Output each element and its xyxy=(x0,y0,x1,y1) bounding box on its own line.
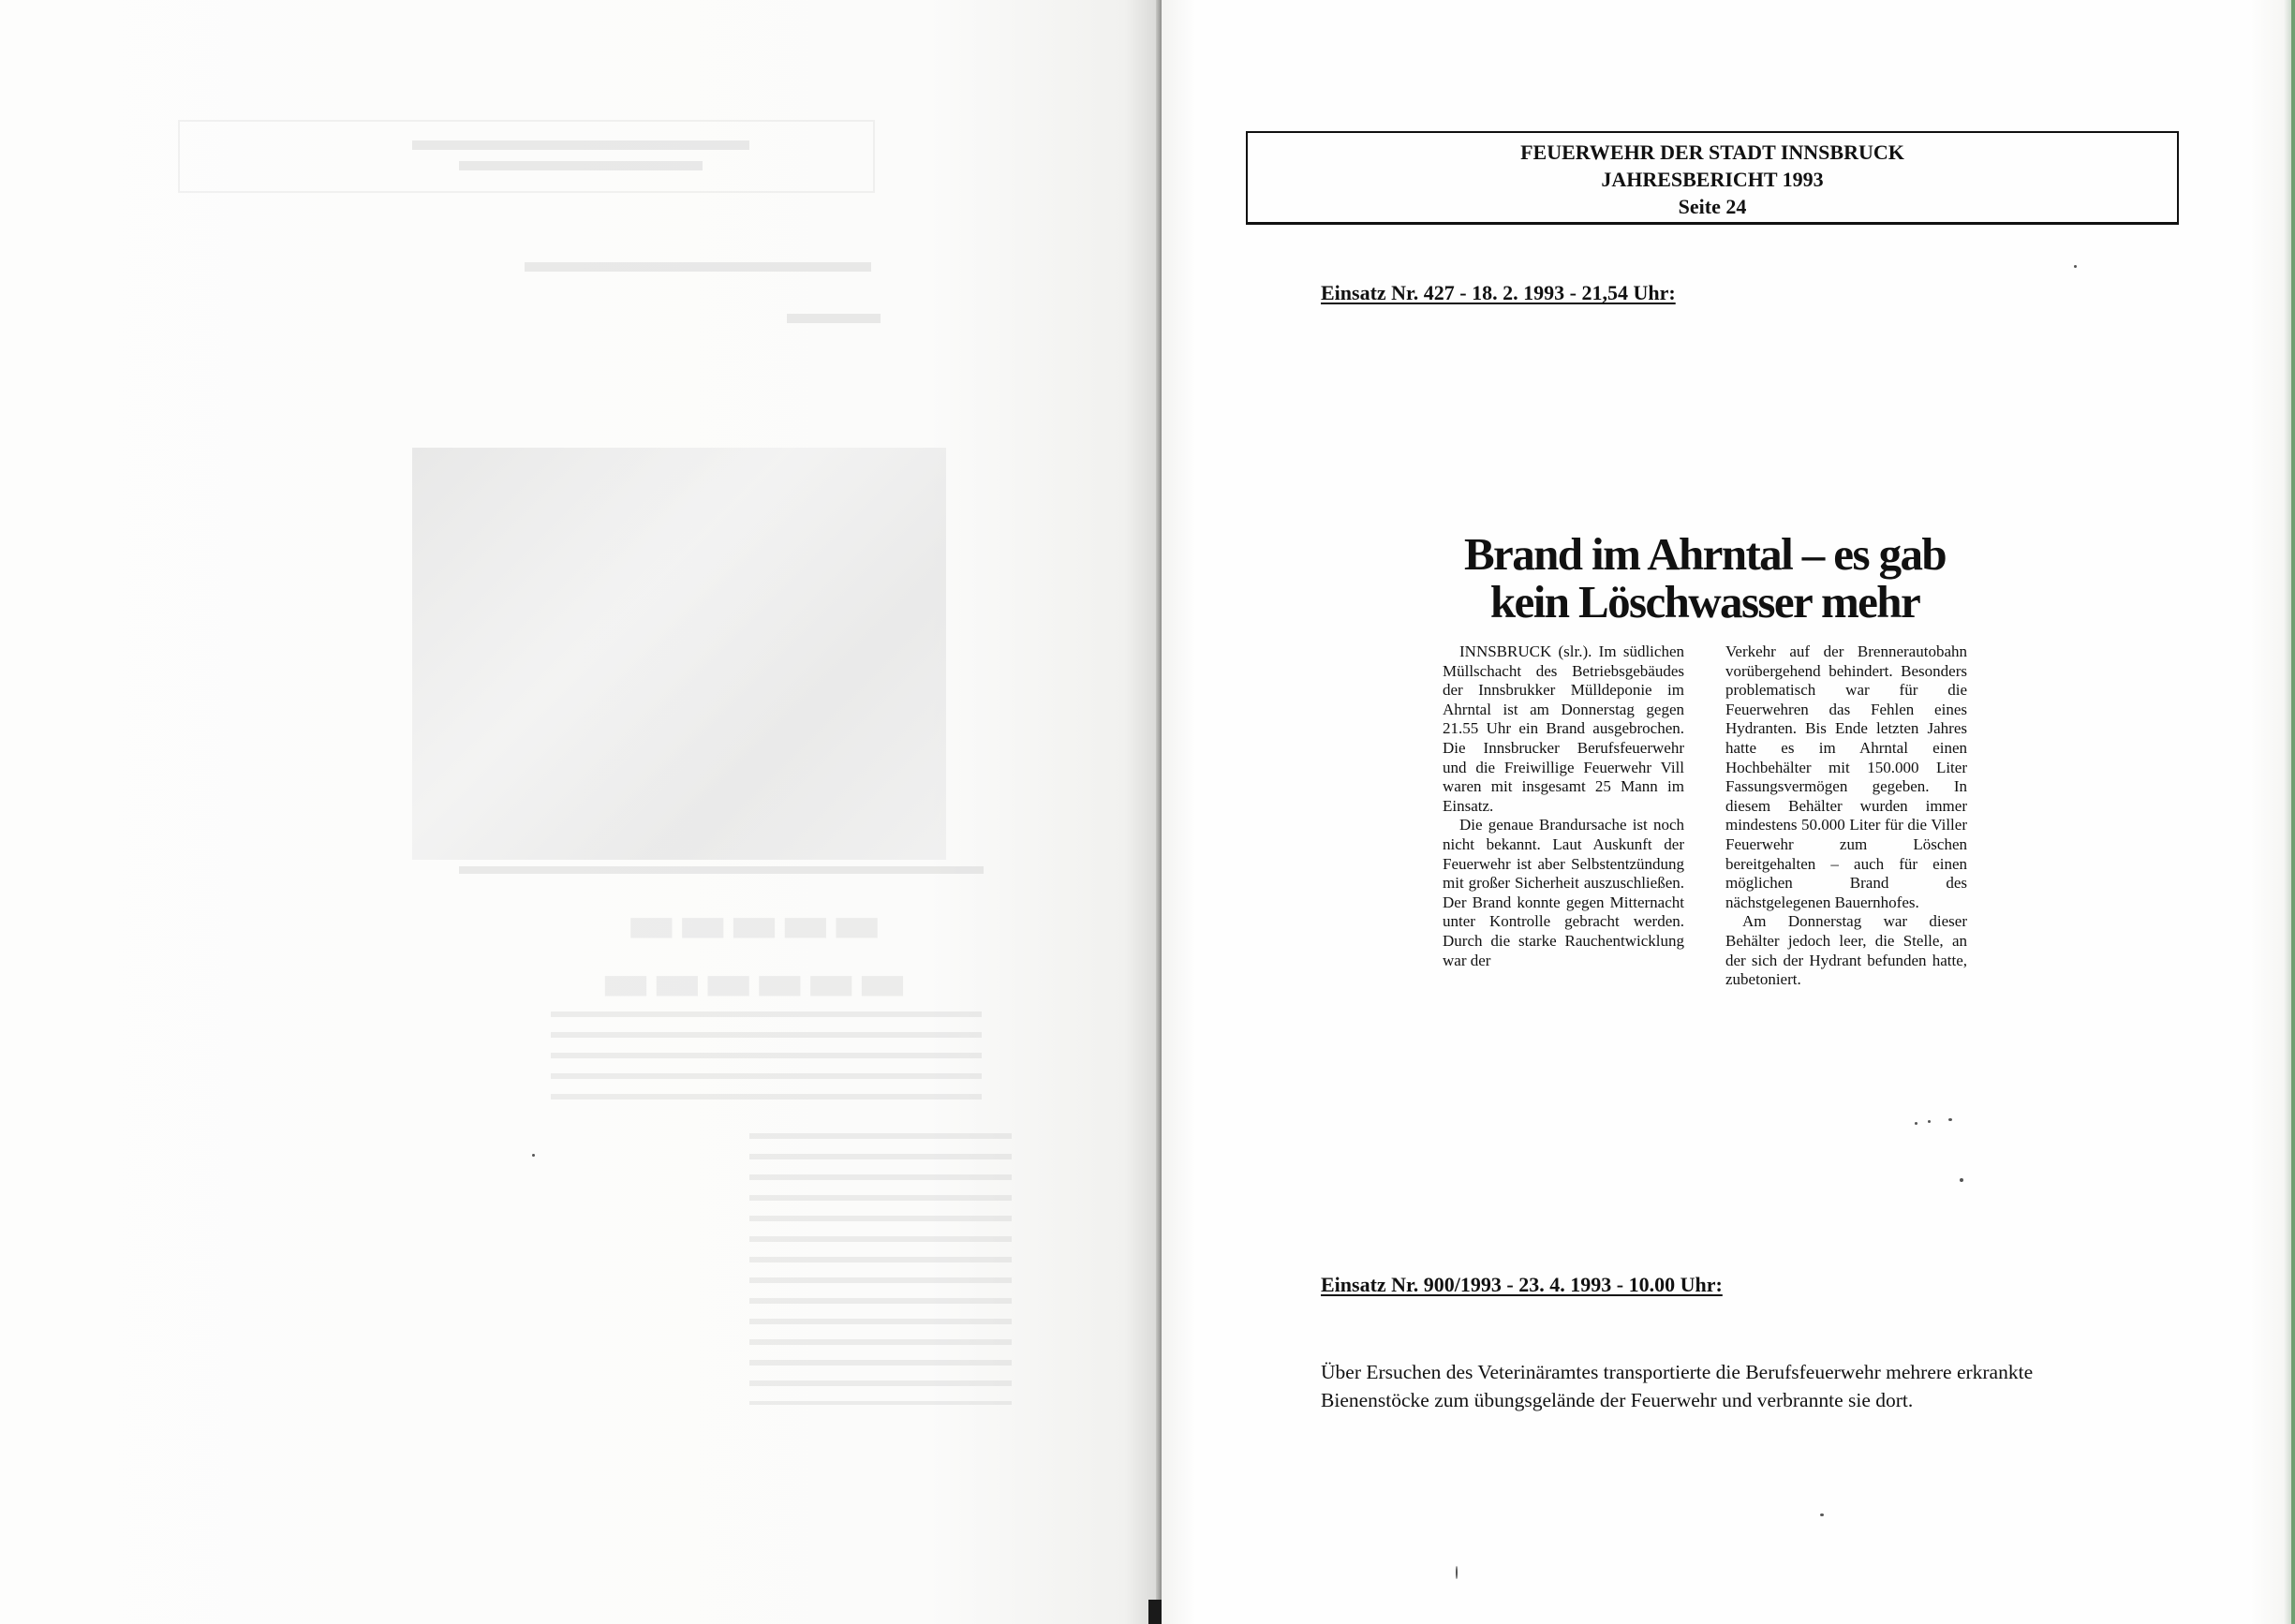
page-edge xyxy=(2291,0,2295,1624)
bleed-through-mark xyxy=(412,140,749,150)
einsatz-heading: Einsatz Nr. 900/1993 - 23. 4. 1993 - 10.00 Uhr: xyxy=(1321,1273,1723,1296)
scan-speck xyxy=(532,1154,535,1157)
scan-speck xyxy=(1820,1513,1824,1516)
bleed-through-mark xyxy=(787,314,881,323)
scan-speck xyxy=(1915,1122,1917,1125)
einsatz-description: Über Ersuchen des Veterinäramtes transportierte die Berufsfeuerwehr mehrere erkrankte Bienenstöcke zum übungsgelände der Feuerwehr und verbrannte sie dort. xyxy=(1321,1361,2034,1411)
newspaper-clipping xyxy=(1443,530,1967,990)
bleed-through-mark xyxy=(459,866,984,874)
header-subtitle: JAHRESBERICHT 1993 xyxy=(1601,168,1824,191)
bleed-through-text xyxy=(749,1133,1012,1405)
scan-speck xyxy=(1456,1566,1458,1579)
article-columns xyxy=(1443,642,1967,990)
report-header xyxy=(1246,131,2179,225)
bleed-through-header xyxy=(178,120,875,193)
bleed-through-headline: ▬▬▬▬▬ ▬▬▬▬▬▬ xyxy=(600,892,909,1013)
bleed-through-photo xyxy=(412,448,946,860)
scan-speck xyxy=(1960,1178,1963,1182)
article-column-right xyxy=(1725,642,1967,990)
bleed-through-text xyxy=(551,1011,982,1105)
scan-speck xyxy=(1928,1120,1931,1123)
article-column-left xyxy=(1443,642,1684,990)
article-paragraph: Verkehr auf der Brennerautobahn vorübergehend behindert. Besonders problematisch war für die Feuerwehren das Fehlen eines Hydranten. Bis Ende letzten Jahres hatte es im Ahrntal einen Hochbehälter mit 150.000 Liter Fassungsvermögen gegeben. In diesem Behälter wurden immer mindestens 50.000 Liter für die Viller Feuerwehr zum Löschen bereitgehalten – auch für einen möglichen Brand des nächstgelegenen Bauernhofes. xyxy=(1725,642,1967,911)
header-title: FEUERWEHR DER STADT INNSBRUCK xyxy=(1520,140,1904,164)
article-paragraph: Die genaue Brandursache ist noch nicht bekannt. Laut Auskunft der Feuerwehr ist aber Selbstentzündung mit großer Sicherheit auszuschließen. Der Brand konnte gegen Mitternacht unter Kontrolle gebracht werden. Durch die starke Rauchentwicklung war der xyxy=(1443,816,1684,969)
article-headline xyxy=(1443,530,1967,626)
article-paragraph: INNSBRUCK (slr.). Im südlichen Müllschacht des Betriebsgebäudes der Innsbrukker Mülldeponie im Ahrntal ist am Donnerstag gegen 21.55 Uhr ein Brand ausgebrochen. Die Innsbrucker Berufsfeuerwehr und die Freiwillige Feuerwehr Vill waren mit insgesamt 25 Mann im Einsatz. xyxy=(1443,642,1684,815)
headline-line: kein Löschwasser mehr xyxy=(1489,576,1920,627)
article-paragraph: Am Donnerstag war dieser Behälter jedoch leer, die Stelle, an der sich der Hydrant befunden hatte, zubetoniert. xyxy=(1725,912,1967,989)
scan-speck xyxy=(2074,265,2077,268)
header-page-number: Seite 24 xyxy=(1678,195,1747,218)
einsatz-heading: Einsatz Nr. 427 - 18. 2. 1993 - 21,54 Uhr: xyxy=(1321,281,1676,304)
headline-line: Brand im Ahrntal – es gab xyxy=(1463,528,1947,580)
bleed-through-mark xyxy=(459,161,703,170)
bleed-through-mark xyxy=(525,262,871,272)
scan-speck xyxy=(1948,1118,1952,1121)
